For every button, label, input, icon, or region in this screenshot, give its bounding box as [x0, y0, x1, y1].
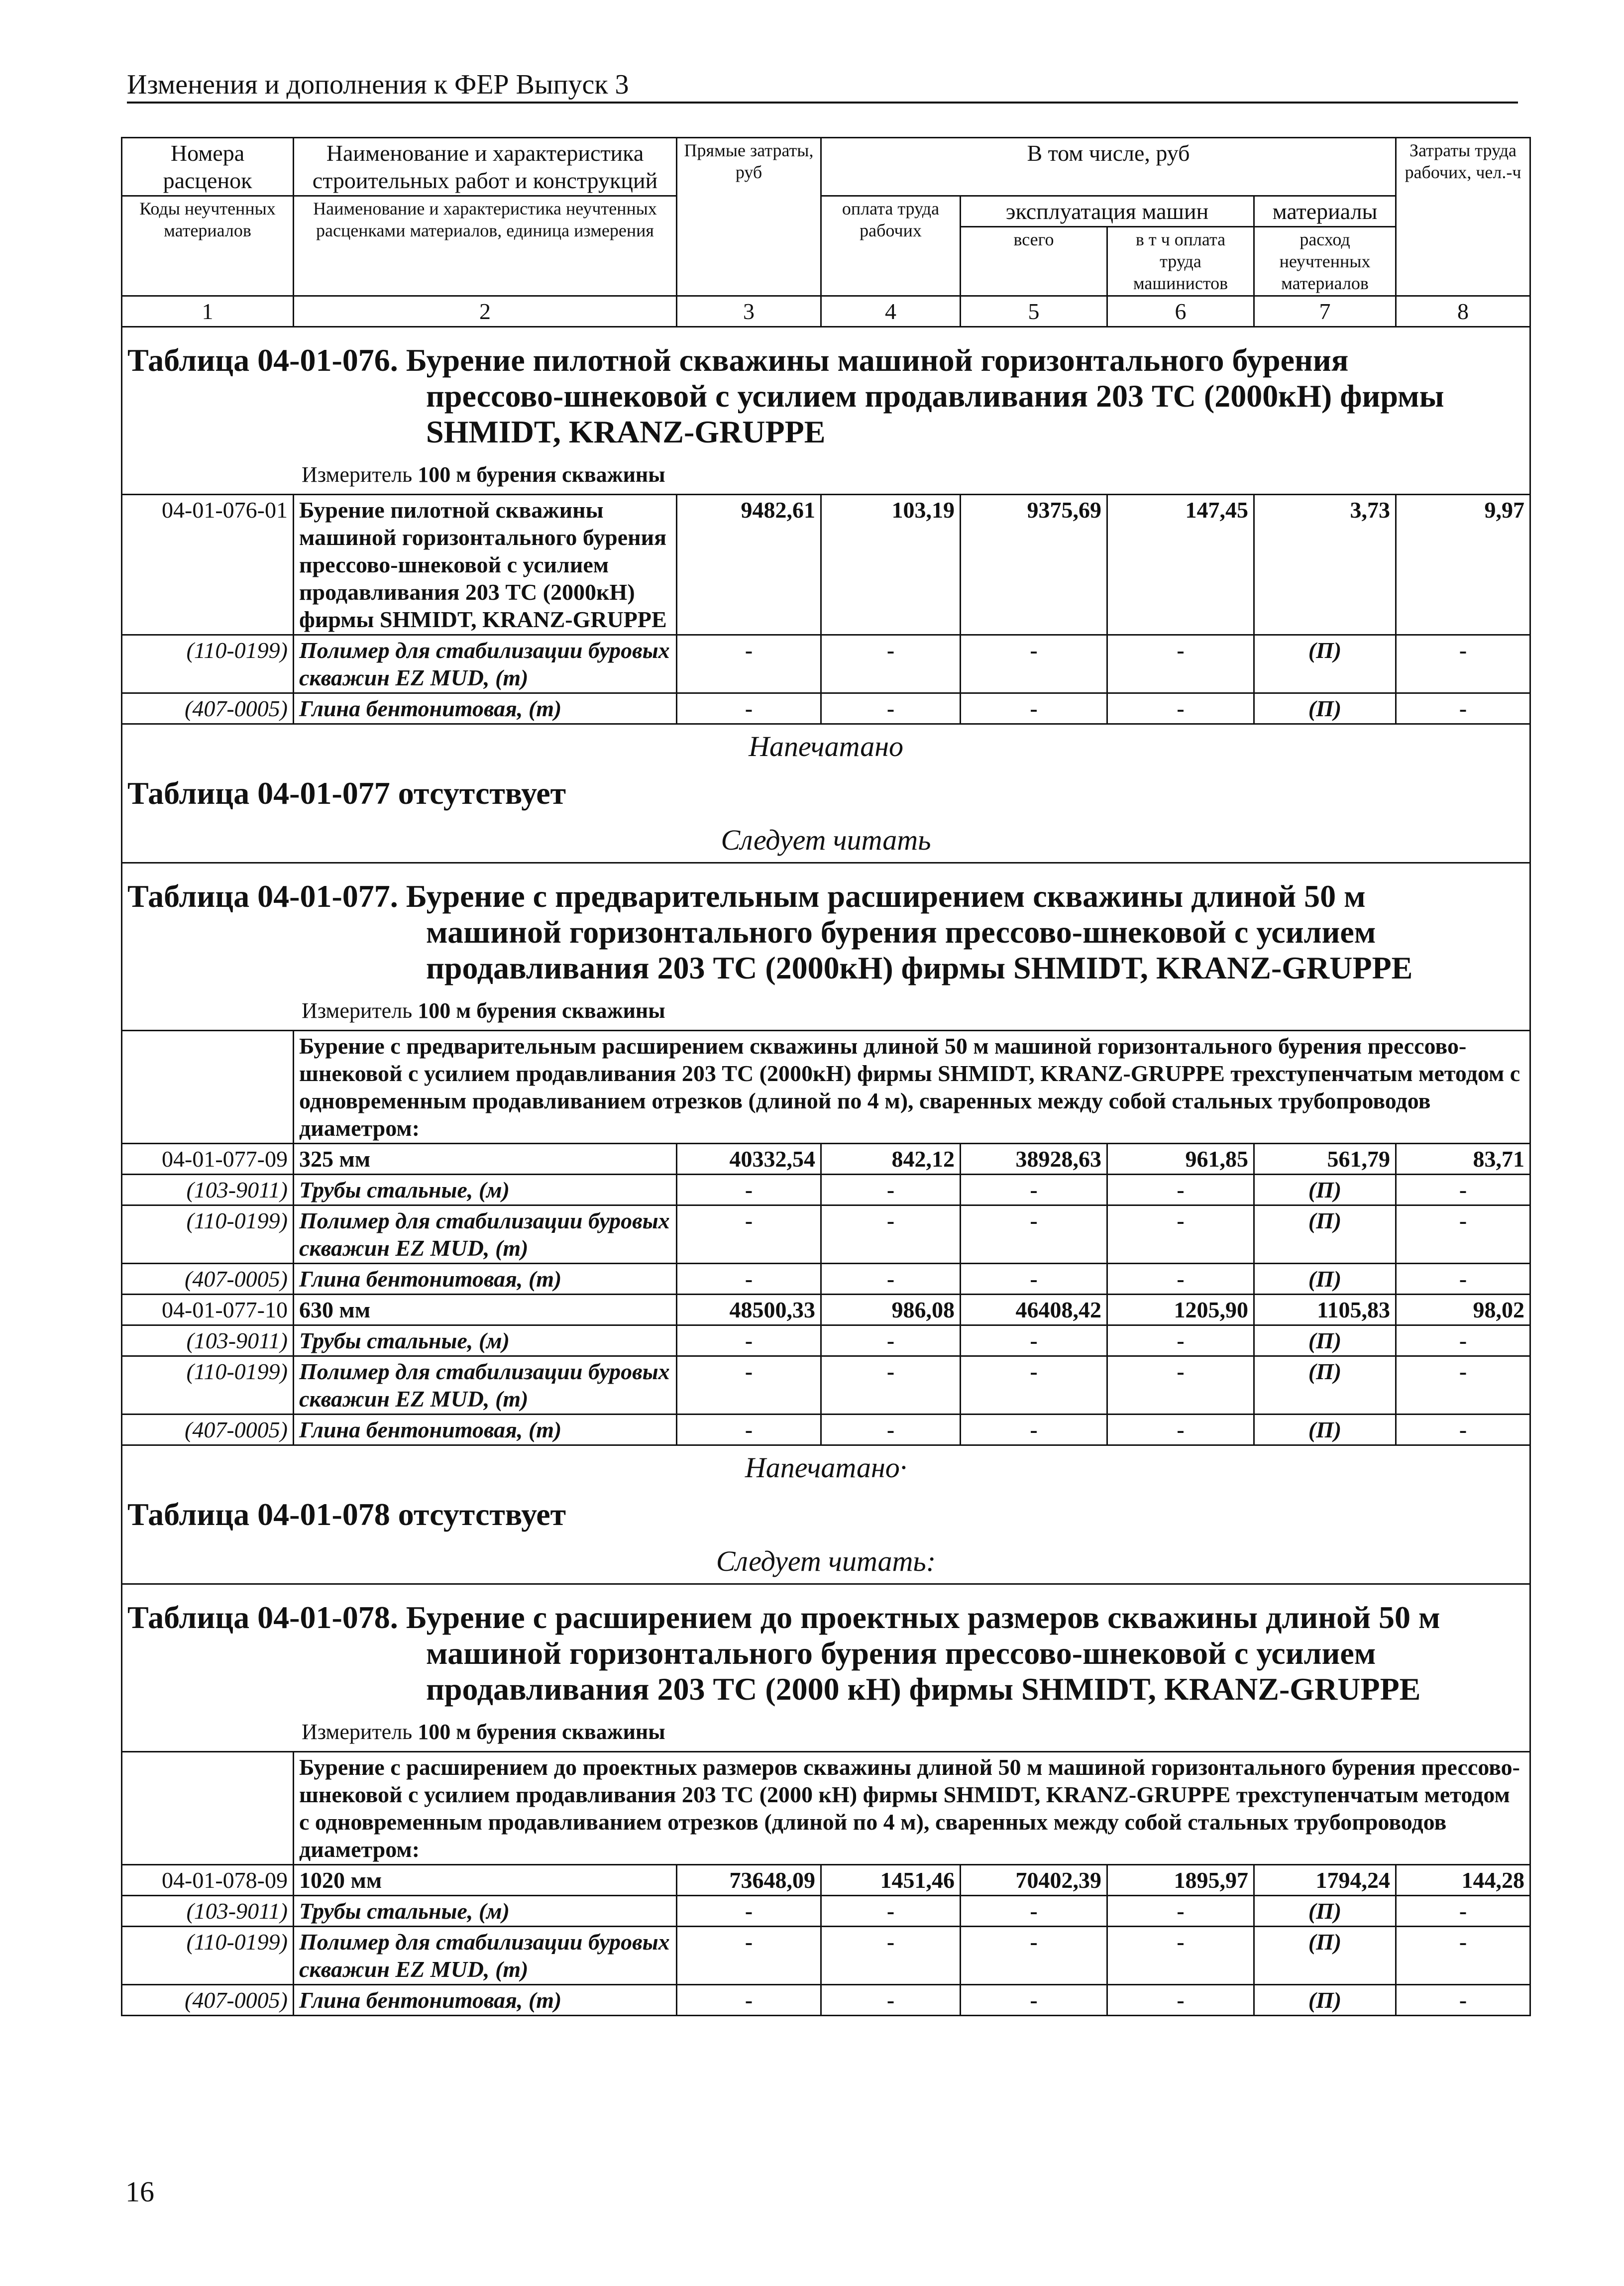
- table-row: (110-0199) Полимер для стабилизации буровых скважин EZ MUD, (т) - - - - (П) -: [122, 1205, 1530, 1264]
- absent-note-077: Таблица 04-01-077 отсутствует: [122, 768, 1530, 818]
- col-unaccounted-materials: расход неучтенных материалов: [1254, 227, 1396, 296]
- col-work-name: Наименование и характеристика строительных работ и конструкций: [294, 138, 677, 196]
- col-labor-hours: Затраты труда рабочих, чел.-ч: [1396, 138, 1530, 296]
- page-number: 16: [125, 2176, 154, 2208]
- col-machinists-pay: в т ч оплата труда машинистов: [1107, 227, 1254, 296]
- col-machines-total: всего: [961, 227, 1107, 296]
- col-number: 4: [821, 296, 961, 327]
- col-number: 3: [677, 296, 821, 327]
- table-title-078: Таблица 04-01-078. Бурение с расширением до проектных размеров скважины длиной 50 м машиной горизонтального бурения прессово-шнековой с усилием продавливания 203 ТС (2000 кН) фирмы SHMIDT, KRANZ-GRUPPE Измеритель 100 м бурения скважины: [122, 1584, 1530, 1752]
- section-lead-078: Бурение с расширением до проектных размеров скважины длиной 50 м машиной горизонтального бурения прессово-шнековой с усилием продавливания 203 ТС (2000 кН) фирмы SHMIDT, KRANZ-GRUPPE трехступенчатым методом с одновременным продавливанием отрезков (длиной по 4 м), сваренных между собой стальных трубопроводов диаметром:: [294, 1752, 1530, 1865]
- section-lead-077: Бурение с предварительным расширением скважины длиной 50 м машиной горизонтального бурения прессово-шнековой с усилием продавливания 203 ТС (2000кН) фирмы SHMIDT, KRANZ-GRUPPE трехступенчатым методом с одновременным продавливанием отрезков (длиной по 4 м), сваренных между собой стальных трубопроводов диаметром:: [294, 1031, 1530, 1144]
- table-row: 04-01-077-09 325 мм 40332,54 842,12 38928,63 961,85 561,79 83,71: [122, 1144, 1530, 1175]
- table-title-076: Таблица 04-01-076. Бурение пилотной скважины машиной горизонтального бурения прессово-шнековой с усилием продавливания 203 ТС (2000кН) фирмы SHMIDT, KRANZ-GRUPPE Измеритель 100 м бурения скважины: [122, 327, 1530, 495]
- col-direct-costs: Прямые затраты, руб: [677, 138, 821, 296]
- table-row: (407-0005) Глина бентонитовая, (т) - - - - (П) -: [122, 1985, 1530, 2016]
- read-as-note: Следует читать: [122, 818, 1530, 863]
- col-including: В том числе, руб: [821, 138, 1396, 196]
- table-row: (103-9011) Трубы стальные, (м) - - - - (П) -: [122, 1325, 1530, 1356]
- col-material-codes: Коды неучтенных материалов: [122, 196, 294, 296]
- col-number: 8: [1396, 296, 1530, 327]
- col-number: 7: [1254, 296, 1396, 327]
- col-material-name: Наименование и характеристика неучтенных расценками материалов, единица измерения: [294, 196, 677, 296]
- col-number: 6: [1107, 296, 1254, 327]
- read-as-note: Следует читать:: [122, 1539, 1530, 1584]
- col-labor-pay: оплата труда рабочих: [821, 196, 961, 296]
- table-row: 04-01-078-09 1020 мм 73648,09 1451,46 70402,39 1895,97 1794,24 144,28: [122, 1865, 1530, 1896]
- col-number: 1: [122, 296, 294, 327]
- col-number: 5: [961, 296, 1107, 327]
- col-machines: эксплуатация машин: [961, 196, 1254, 227]
- table-row: (110-0199) Полимер для стабилизации буровых скважин EZ MUD, (т) - - - - (П) -: [122, 1356, 1530, 1415]
- table-row: (103-9011) Трубы стальные, (м) - - - - (П) -: [122, 1175, 1530, 1205]
- table-title-077: Таблица 04-01-077. Бурение с предварительным расширением скважины длиной 50 м машиной горизонтального бурения прессово-шнековой с усилием продавливания 203 ТС (2000кН) фирмы SHMIDT, KRANZ-GRUPPE Измеритель 100 м бурения скважины: [122, 863, 1530, 1031]
- table-row: (110-0199) Полимер для стабилизации буровых скважин EZ MUD, (т) - - - - (П) -: [122, 635, 1530, 693]
- rates-table: [121, 137, 1531, 2016]
- printed-note: Напечатано·: [122, 1445, 1530, 1490]
- table-row: (407-0005) Глина бентонитовая, (т) - - - - (П) -: [122, 1264, 1530, 1295]
- table-row: (110-0199) Полимер для стабилизации буровых скважин EZ MUD, (т) - - - - (П) -: [122, 1927, 1530, 1985]
- table-row: (103-9011) Трубы стальные, (м) - - - - (П) -: [122, 1896, 1530, 1927]
- page-header: Изменения и дополнения к ФЕР Выпуск 3: [127, 70, 1518, 104]
- table-row: (407-0005) Глина бентонитовая, (т) - - - - (П) -: [122, 1415, 1530, 1445]
- table-row: (407-0005) Глина бентонитовая, (т) - - - - (П) -: [122, 693, 1530, 724]
- absent-note-078: Таблица 04-01-078 отсутствует: [122, 1490, 1530, 1539]
- col-rate-numbers: Номера расценок: [122, 138, 294, 196]
- printed-note: Напечатано: [122, 724, 1530, 769]
- table-row: 04-01-077-10 630 мм 48500,33 986,08 46408,42 1205,90 1105,83 98,02: [122, 1295, 1530, 1325]
- table-row: 04-01-076-01 Бурение пилотной скважины машиной горизонтального бурения прессово-шнековой с усилием продавливания 203 ТС (2000кН) фирмы SHMIDT, KRANZ-GRUPPE 9482,61 103,19 9375,69 147,45 3,73 9,97: [122, 495, 1530, 635]
- col-materials: материалы: [1254, 196, 1396, 227]
- col-number: 2: [294, 296, 677, 327]
